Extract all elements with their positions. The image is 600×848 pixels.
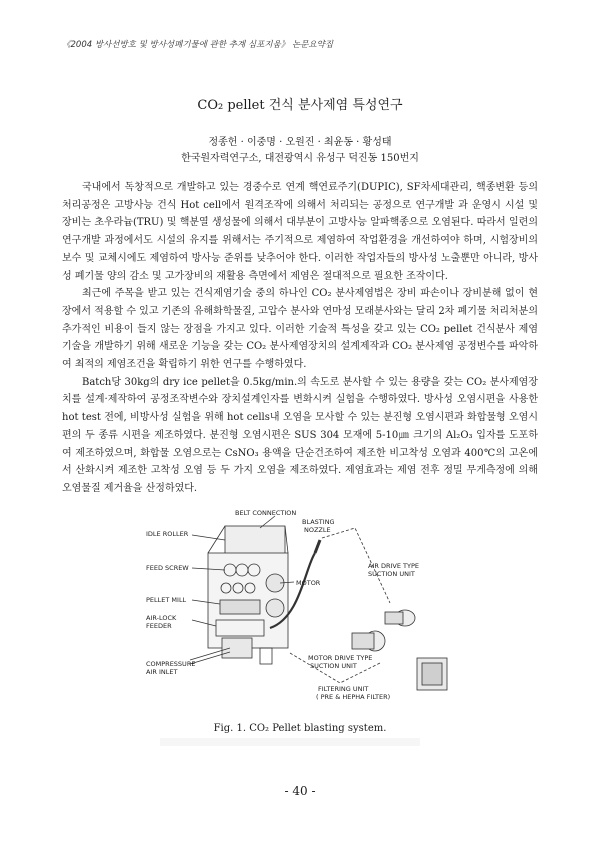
- motor-label: MOTOR: [296, 579, 321, 587]
- pellet-mill-label: PELLET MILL: [146, 596, 187, 604]
- belt-connection-label: BELT CONNECTION: [235, 509, 297, 517]
- blasting-system-drawing: [130, 508, 460, 718]
- compressed-air-inlet-label: AIR INLET: [146, 668, 178, 676]
- affiliation: 한국원자력연구소, 대전광역시 유성구 덕진동 150번지: [181, 153, 419, 164]
- motor-drive-suction-label: MOTOR DRIVE TYPE: [308, 654, 373, 662]
- proceedings-header: 《2004 방사선방호 및 방사성폐기물에 관한 추계 심포지움》 논문요약집: [62, 40, 334, 50]
- abstract-body: [62, 179, 538, 498]
- paragraph: Batch당 30kg의 dry ice pellet을 0.5kg/min.의 속도로 분사할 수 있는 용량을 갖는 CO₂ 분사제염장치를 설계·제작하여 공정조작변수와 장치설계인자를 변화시켜 실험을 수행하였다. 방사성 오염시편을 사용한 hot test 전에, 비방사성 실험을 위해 hot cells내 오염을 모사할 수 있는 분진형 오염시편과 화합물형 오염시편의 두 종류 시편을 제조하였다. 분진형 오염시편은 SUS 304 모재에 5-10㎛ 크기의 Al₂O₃ 입자를 도포하여 제조하였으며, 화합물 오염으로는 CsNO₃ 용액을 단순건조하여 제조한 비고착성 오염과 400℃의 고온에서 산화시켜 제조한 고착성 오염 등 두 가지 오염을 제조하였다. 제염효과는 제염 전후 정밀 무게측정에 의해 오염물질 제거율을 산정하였다.: [62, 376, 538, 494]
- air-drive-suction-label: AIR DRIVE TYPE: [368, 562, 419, 570]
- filtering-unit-label: FILTERING UNIT: [318, 685, 369, 693]
- paper-title: CO₂ pellet 건식 분사제염 특성연구: [197, 98, 403, 113]
- filtering-unit-label: ( PRE & HEPHA FILTER): [316, 693, 391, 701]
- system-diagram: [130, 508, 460, 718]
- motor-drive-suction-label: SUCTION UNIT: [310, 662, 357, 670]
- air-lock-feeder-label: FEEDER: [146, 622, 172, 630]
- page-number: - 40 -: [284, 784, 316, 798]
- paragraph: 최근에 주목을 받고 있는 건식제염기술 중의 하나인 CO₂ 분사제염법은 장비 파손이나 장비분해 없이 현장에서 적용할 수 있고 기존의 유해화학물질, 고압수 분사와 연마성 모래분사와는 달리 2차 폐기물 처리처분의 추가적인 비용이 들지 않는 장점을 가지고 있다. 이러한 기술적 특성을 갖고 있는 CO₂ pellet 건식분사 제염기술을 개발하기 위해 새로운 기능을 갖는 CO₂ 분사제염장치의 설계제작과 CO₂ 분사제염 공정변수를 파악하여 최적의 제염조건을 확립하기 위한 연구를 수행하였다.: [62, 288, 538, 371]
- bleed-through: [160, 738, 420, 746]
- air-drive-suction-label: SUCTION UNIT: [368, 570, 415, 578]
- blasting-nozzle-label: BLASTING: [302, 518, 335, 526]
- compressed-air-inlet-label: COMPRESSURE: [146, 660, 196, 668]
- blasting-nozzle-label: NOZZLE: [304, 526, 331, 534]
- idle-roller-label: IDLE ROLLER: [146, 530, 189, 538]
- feed-screw-label: FEED SCREW: [146, 564, 189, 572]
- author-list: 정종헌 · 이중명 · 오원진 · 최윤동 · 황성태: [208, 137, 392, 148]
- paragraph: 국내에서 독창적으로 개발하고 있는 경중수로 연계 핵연료주기(DUPIC), SF차세대관리, 핵종변환 등의 처리공정은 고방사능 건식 Hot cell에서 원격조작에 의해서 처리되는 공정으로 연구개발 과 운영시 시설 및 장비는 초우라늄(TRU) 및 핵분열 생성물에 의해서 대부분이 고방사능 알파핵종으로 오염된다. 따라서 일련의 연구개발 과정에서도 시설의 유지를 위해서는 주기적으로 제염하여 작업환경을 개선하여야 하며, 시험장비의 보수 및 교체시에도 제염하여 방사능 준위를 낮추어야 한다. 이러한 작업자들의 방사성 노출뿐만 아니라, 방사성 폐기물 양의 감소 및 고가장비의 재활용 측면에서 제염은 절대적으로 필요한 조작이다.: [62, 182, 538, 282]
- air-lock-feeder-label: AIR-LOCK: [146, 614, 177, 622]
- figure-caption: Fig. 1. CO₂ Pellet blasting system.: [213, 723, 387, 734]
